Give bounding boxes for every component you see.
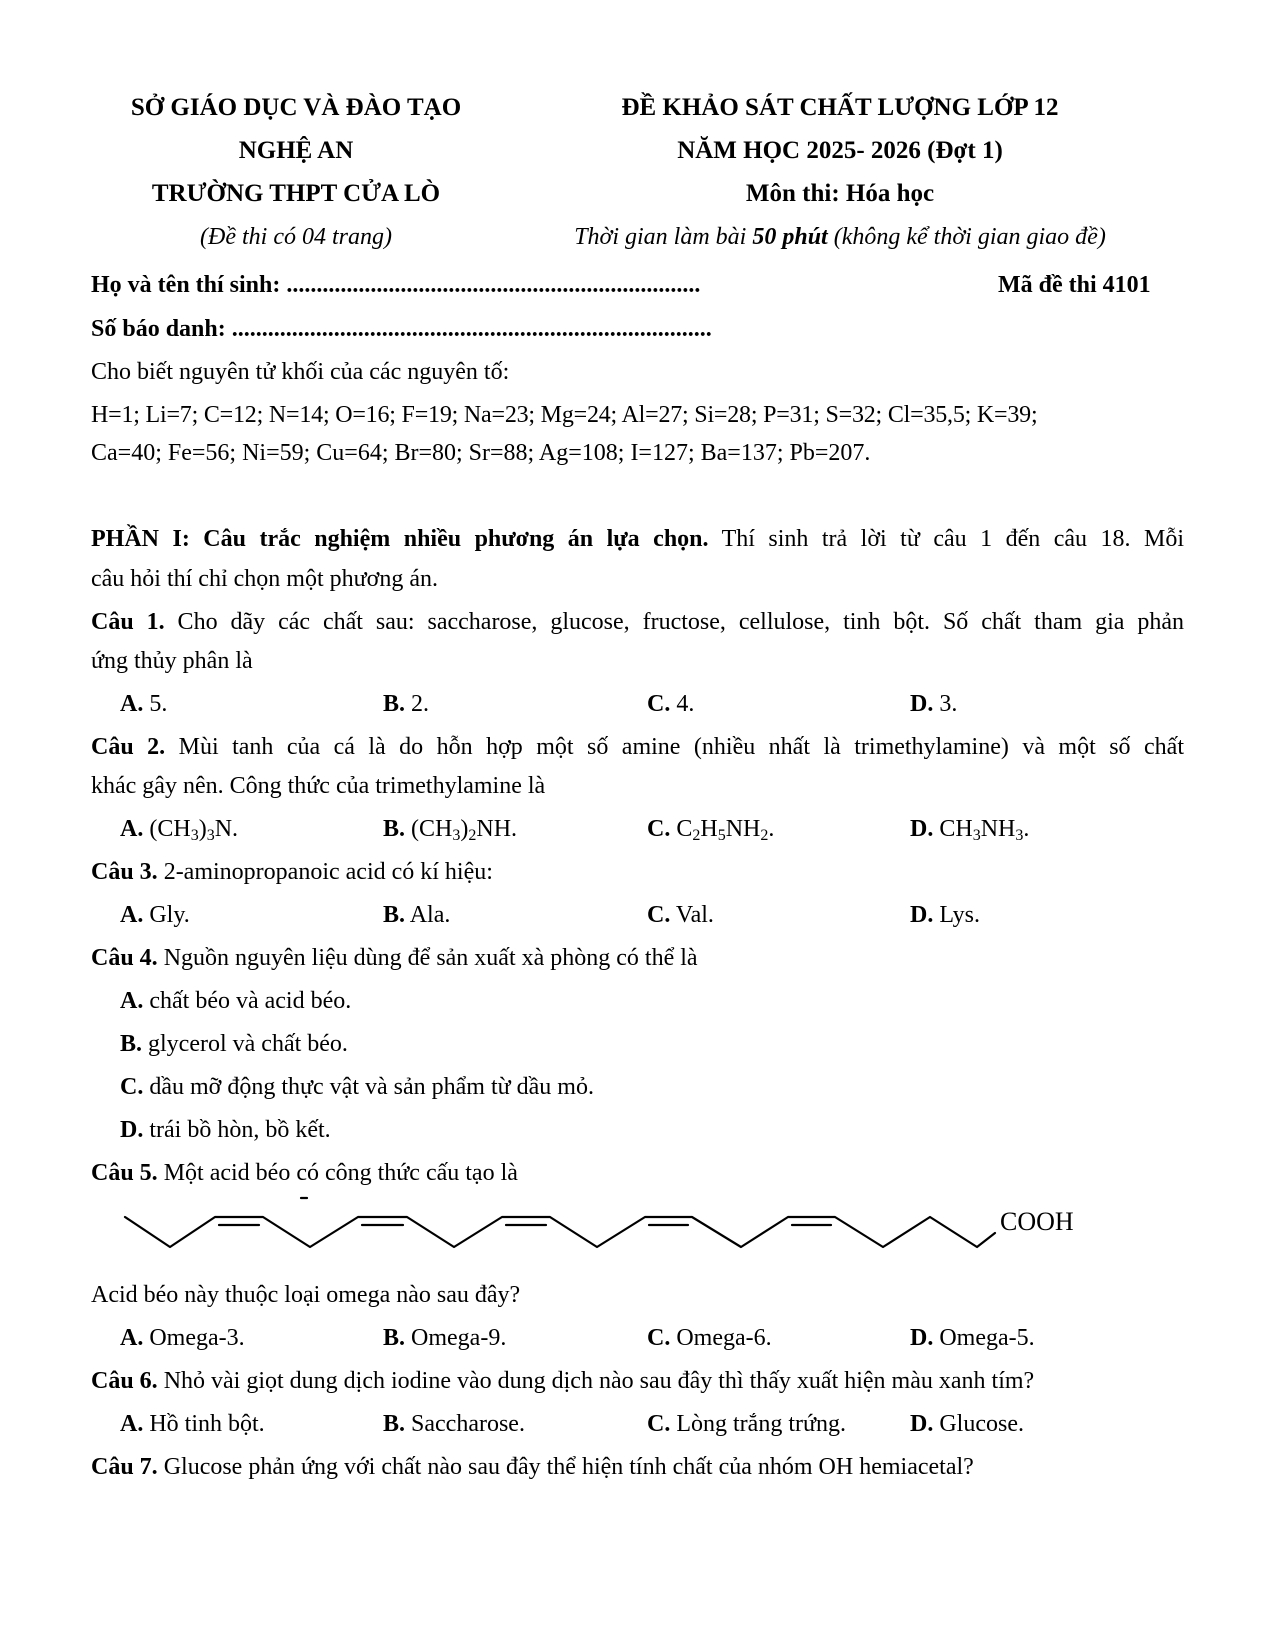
school-year: NĂM HỌC 2025- 2026 (Đợt 1) (677, 137, 1003, 164)
fatty-acid-structure (115, 1195, 1155, 1275)
q4-option-c: C. dầu mỡ động thực vật và sản phẩm từ dầu mỏ. (120, 1074, 594, 1100)
question-2-cont: khác gây nên. Công thức của trimethylamine là (91, 773, 546, 799)
q2-option-b: B. $(CH_3)_2NH$. (383, 816, 518, 844)
q3-option-a: A. Gly. (120, 902, 190, 928)
candidate-name-line: Họ và tên thí sinh: ..................................................................... (91, 272, 701, 298)
q5-option-a: A. Omega-3. (120, 1325, 245, 1351)
question-4: Câu 4. Nguồn nguyên liệu dùng để sản xuất xà phòng có thể là (91, 945, 698, 971)
q6-option-d: D. Glucose. (910, 1411, 1024, 1437)
q6-option-c: C. Lòng trắng trứng. (647, 1411, 846, 1437)
q2-option-c: C. $C_2H_5NH_2$. (647, 816, 775, 844)
q6-option-b: B. Saccharose. (383, 1411, 525, 1437)
page-count-note: (Đề thi có 04 trang) (200, 224, 392, 250)
q1-option-b: B. 2. (383, 691, 430, 717)
question-2: Câu 2. Mùi tanh của cá là do hỗn hợp một số amine (nhiều nhất là trimethylamine) và một số chất (91, 734, 1184, 760)
question-1: Câu 1. Cho dãy các chất sau: saccharose, glucose, fructose, cellulose, tinh bột. Số chất tham gia phản (91, 609, 1184, 635)
part1-desc: câu hỏi thí chỉ chọn một phương án. (91, 566, 438, 592)
carbon-chain (125, 1217, 995, 1247)
subject: Môn thi: Hóa học (745, 180, 935, 207)
q3-option-b: B. Ala. (383, 902, 451, 928)
q4-option-b: B. glycerol và chất béo. (120, 1031, 348, 1057)
q3-option-d: D. Lys. (910, 902, 981, 928)
part1-heading: PHẦN I: Câu trắc nghiệm nhiều phương án lựa chọn. Thí sinh trả lời từ câu 1 đến câu 18. Mỗi (91, 526, 1185, 552)
cooh-group: COOH (1000, 1207, 1074, 1236)
q5-option-d: D. Omega-5. (910, 1325, 1035, 1351)
atomic-mass-line-1: H=1; Li=7; C=12; N=14; O=16; F=19; Na=23; Mg=24; Al=27; Si=28; P=31; S=32; Cl=35,5; K=39; (91, 402, 1038, 428)
q3-option-c: C. Val. (647, 902, 714, 928)
q6-option-a: A. Hồ tinh bột. (120, 1411, 265, 1437)
question-6: Câu 6. Nhỏ vài giọt dung dịch iodine vào dung dịch nào sau đây thì thấy xuất hiện màu xanh tím? (91, 1368, 1035, 1394)
q2-option-d: D. $CH_3NH_3$. (910, 816, 1030, 844)
province-name: NGHỆ AN (238, 137, 354, 164)
school-name: TRƯỜNG THPT CỬA LÒ (151, 180, 441, 207)
q4-option-a: A. chất béo và acid béo. (120, 988, 352, 1014)
q1-option-a: A. 5. (120, 691, 168, 717)
q4-option-d: D. trái bồ hòn, bồ kết. (120, 1117, 331, 1143)
exam-duration: Thời gian làm bài 50 phút (không kể thời gian giao đề) (574, 224, 1106, 250)
q5-option-c: C. Omega-6. (647, 1325, 772, 1351)
atomic-mass-line-2: Ca=40; Fe=56; Ni=59; Cu=64; Br=80; Sr=88; Ag=108; I=127; Ba=137; Pb=207. (91, 440, 871, 466)
question-3: Câu 3. 2-aminopropanoic acid có kí hiệu: (91, 859, 493, 885)
question-7: Câu 7. Glucose phản ứng với chất nào sau đây thể hiện tính chất của nhóm OH hemiacetal? (91, 1454, 974, 1480)
q5-option-b: B. Omega-9. (383, 1325, 507, 1351)
question-5-followup: Acid béo này thuộc loại omega nào sau đây? (91, 1282, 521, 1308)
question-5: Câu 5. Một acid béo có công thức cấu tạo là (91, 1160, 518, 1186)
question-1-cont: ứng thủy phân là (91, 648, 253, 674)
exam-code: Mã đề thi 4101 (998, 272, 1151, 298)
q2-option-a: A. $(CH_3)_3N$. (120, 816, 239, 844)
q1-option-d: D. 3. (910, 691, 958, 717)
exam-title: ĐỀ KHẢO SÁT CHẤT LƯỢNG LỚP 12 (621, 94, 1059, 121)
department-name: SỞ GIÁO DỤC VÀ ĐÀO TẠO (130, 94, 462, 121)
candidate-id-line: Số báo danh: ................................................................................ (91, 316, 712, 342)
atomic-mass-intro: Cho biết nguyên tử khối của các nguyên tố: (91, 359, 510, 385)
q1-option-c: C. 4. (647, 691, 695, 717)
